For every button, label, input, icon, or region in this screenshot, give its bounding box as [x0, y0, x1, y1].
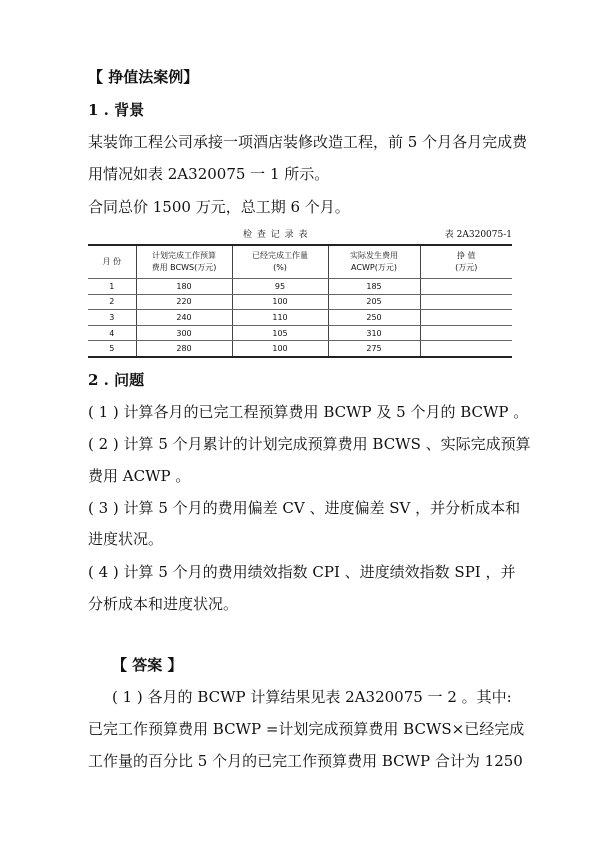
cell-bcws: 280	[136, 341, 232, 357]
background-title: 1 . 背景	[88, 101, 145, 119]
cell-acwp: 250	[328, 310, 420, 326]
background-text-2: 用情况如表 2A320075 一 1 所示。	[88, 165, 330, 183]
header-completed: 已经完成工作量 (%)	[232, 245, 328, 279]
answer-line-2: 已完工作预算费用 BCWP =计划完成预算费用 BCWS×已经完成	[88, 720, 525, 738]
cell-bcws: 240	[136, 310, 232, 326]
table-header-row	[88, 245, 512, 279]
cell-month: 4	[88, 325, 136, 341]
cell-bcws: 180	[136, 279, 232, 295]
table-row	[88, 294, 512, 310]
table-title: 检 查 记 录 表	[243, 230, 309, 240]
cell-month: 1	[88, 279, 136, 295]
cell-acwp: 185	[328, 279, 420, 295]
table-caption	[88, 227, 512, 241]
cell-completed: 100	[232, 294, 328, 310]
question-1: ( 1 ) 计算各月的已完工程预算费用 BCWP 及 5 个月的 BCWP 。	[88, 403, 529, 421]
question-4a: ( 4 ) 计算 5 个月的费用绩效指数 CPI 、进度绩效指数 SPI ，并	[88, 563, 516, 581]
question-3a: ( 3 ) 计算 5 个月的费用偏差 CV 、进度偏差 SV ，并分析成本和	[88, 499, 521, 517]
header-month: 月 份	[88, 245, 136, 279]
cell-earned-value	[420, 310, 512, 326]
cell-completed: 110	[232, 310, 328, 326]
cell-month: 3	[88, 310, 136, 326]
answer-line-1: ( 1 ) 各月的 BCWP 计算结果见表 2A320075 一 2 。其中:	[112, 688, 512, 706]
cell-earned-value	[420, 325, 512, 341]
question-3b: 进度状况。	[88, 530, 164, 548]
cell-acwp: 205	[328, 294, 420, 310]
question-2a: ( 2 ) 计算 5 个月累计的计划完成预算费用 BCWS 、实际完成预算	[88, 435, 531, 453]
table-row	[88, 341, 512, 357]
header-bcws: 计划完成工作预算 费用 BCWS(万元)	[136, 245, 232, 279]
table-row	[88, 325, 512, 341]
cell-completed: 105	[232, 325, 328, 341]
inspection-record-table	[88, 244, 512, 358]
table-row	[88, 279, 512, 295]
cell-completed: 100	[232, 341, 328, 357]
answer-line-3: 工作量的百分比 5 个月的已完工作预算费用 BCWP 合计为 1250	[88, 752, 523, 770]
table-row	[88, 310, 512, 326]
cell-acwp: 275	[328, 341, 420, 357]
cell-completed: 95	[232, 279, 328, 295]
header-earned-value: 挣 值 (万元)	[420, 245, 512, 279]
background-text-3: 合同总价 1500 万元，总工期 6 个月。	[88, 198, 350, 216]
cell-earned-value	[420, 294, 512, 310]
case-heading: 【 挣值法案例】	[88, 68, 199, 86]
cell-bcws: 220	[136, 294, 232, 310]
cell-acwp: 310	[328, 325, 420, 341]
answer-title: 【 答案 】	[112, 656, 183, 674]
questions-title: 2 . 问题	[88, 371, 145, 389]
cell-earned-value	[420, 341, 512, 357]
question-2b: 费用 ACWP 。	[88, 467, 191, 485]
cell-bcws: 300	[136, 325, 232, 341]
question-4b: 分析成本和进度状况。	[88, 595, 239, 613]
background-text-1: 某装饰工程公司承接一项酒店装修改造工程，前 5 个月各月完成费	[88, 133, 528, 151]
cell-month: 5	[88, 341, 136, 357]
cell-earned-value	[420, 279, 512, 295]
cell-month: 2	[88, 294, 136, 310]
table-number: 表 2A320075-1	[444, 230, 512, 240]
header-acwp: 实际发生费用 ACWP(万元)	[328, 245, 420, 279]
